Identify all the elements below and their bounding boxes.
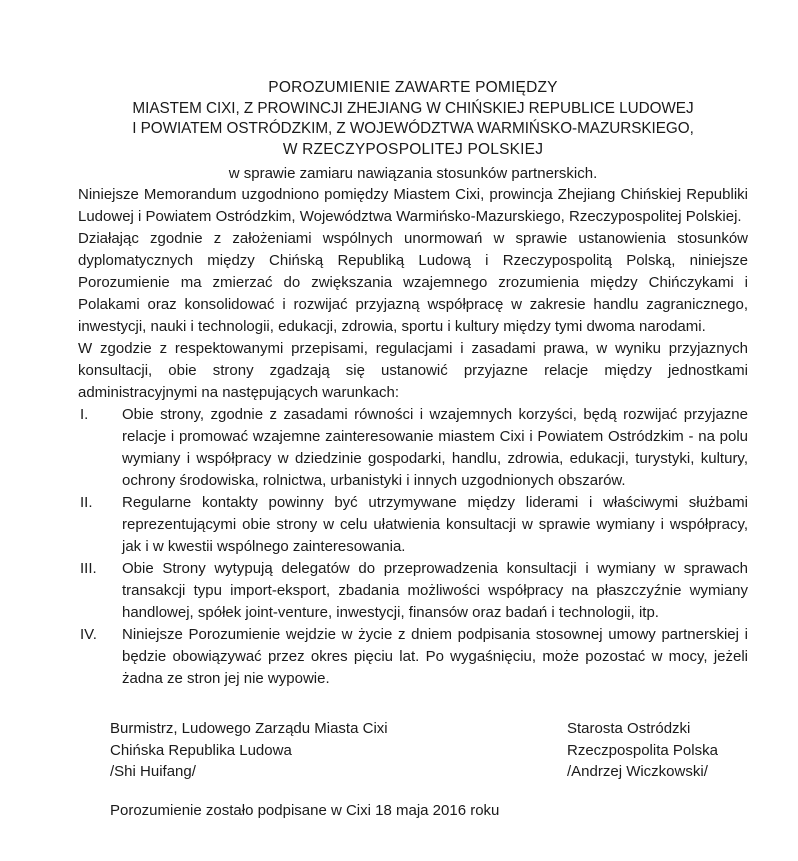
signature-left-country: Chińska Republika Ludowa <box>110 741 292 759</box>
clause-text-1: Obie strony, zgodnie z zasadami równości i wzajemnych korzyści, będą rozwijać przyjazne relacje i promować wzajemne zainteresowanie miastem Cixi i Powiatem Ostródzkim - na polu wymiany i współpracy w dziedzinie gospodarki, handlu, zdrowia, edukacji, turystyki, kultury, ochrony środowiska, rolnictwa, urbanistyki i innych uzgodnionych obszarów. <box>122 406 748 489</box>
paragraph-2: Działając zgodnie z założeniami wspólnych unormowań w sprawie ustanowienia stosunków dyplomatycznych między Chińską Republiką Ludową i Rzeczypospolitą Polską, niniejsze Porozumienie ma zmierzać do zwiększania wzajemnego zrozumienia między Chińczykami i Polakami oraz konsolidować i rozwijać przyjazną współpracę w zakresie handlu zagranicznego, inwestycji, nauki i technologii, edukacji, zdrowia, sportu i kultury między tymi dwoma narodami. <box>78 230 748 335</box>
clause-list <box>78 404 748 690</box>
document-subtitle: w sprawie zamiaru nawiązania stosunków partnerskich. <box>228 165 598 182</box>
signature-left-title: Burmistrz, Ludowego Zarządu Miasta Cixi <box>110 720 388 737</box>
document-title <box>78 78 748 160</box>
signature-row <box>110 718 750 786</box>
signature-right-country: Rzeczpospolita Polska <box>567 741 718 759</box>
clause-text-4: Niniejsze Porozumienie wejdzie w życie z dniem podpisania stosownej umowy partnerskiej i będzie obowiązywać przez okres pięciu lat. Po wygaśnięciu, może pozostać w mocy, jeżeli żadna ze stron jej nie wypowie. <box>122 626 748 687</box>
clause-text-2: Regularne kontakty powinny być utrzymywane między liderami i właściwymi służbami reprezentującymi obie strony w celu ułatwienia konsultacji w sprawie wymiany i współpracy, jak i w kwestii wspólnego zainteresowania. <box>122 494 748 555</box>
signature-area <box>110 718 750 786</box>
clause-numeral-2: II. <box>80 494 93 511</box>
paragraph-1: Niniejsze Memorandum uzgodniono pomiędzy Miastem Cixi, prowincja Zhejiang Chińskiej Republiki Ludowej i Powiatem Ostródzkim, Województwa Warmińsko-Mazurskiego, Rzeczypospolitej Polskiej. <box>78 186 748 225</box>
signature-right-name: /Andrzej Wiczkowski/ <box>567 763 708 780</box>
signature-right-title: Starosta Ostródzki <box>567 720 691 737</box>
signature-block-left <box>110 718 388 783</box>
title-line-4: W RZECZYPOSPOLITEJ POLSKIEJ <box>282 140 544 158</box>
clause-numeral-4: IV. <box>80 626 97 643</box>
clause-item-4 <box>78 624 748 690</box>
clause-item-2 <box>78 492 748 558</box>
clause-numeral-3: III. <box>80 560 97 577</box>
title-line-3: I POWIATEM OSTRÓDZKIM, Z WOJEWÓDZTWA WARMIŃSKO-MAZURSKIEGO, <box>132 120 694 137</box>
clause-numeral-1: I. <box>80 406 89 423</box>
title-line-1: POROZUMIENIE ZAWARTE POMIĘDZY <box>268 79 558 96</box>
paragraph-3: W zgodzie z respektowanymi przepisami, regulacjami i zasadami prawa, w wyniku przyjaznych konsultacji, obie strony zgadzają się ustanowić przyjazne relacje między jednostkami administracyjnymi na następujących warunkach: <box>78 340 748 401</box>
document-body <box>78 78 748 690</box>
closing-statement: Porozumienie zostało podpisane w Cixi 18 maja 2016 roku <box>110 802 500 819</box>
signature-left-name: /Shi Huifang/ <box>110 763 196 780</box>
signature-block-right <box>567 718 718 783</box>
clause-item-3 <box>78 558 748 624</box>
title-line-2: MIASTEM CIXI, Z PROWINCJI ZHEJIANG W CHIŃSKIEJ REPUBLICE LUDOWEJ <box>132 99 694 117</box>
clause-text-3: Obie Strony wytypują delegatów do przeprowadzenia konsultacji i wymiany w sprawach transakcji typu import-eksport, zbadania możliwości współpracy na płaszczyźnie wymiany handlowej, spółek joint-venture, inwestycji, finansów oraz badań i technologii, itp. <box>122 560 748 621</box>
clause-item-1 <box>78 404 748 492</box>
